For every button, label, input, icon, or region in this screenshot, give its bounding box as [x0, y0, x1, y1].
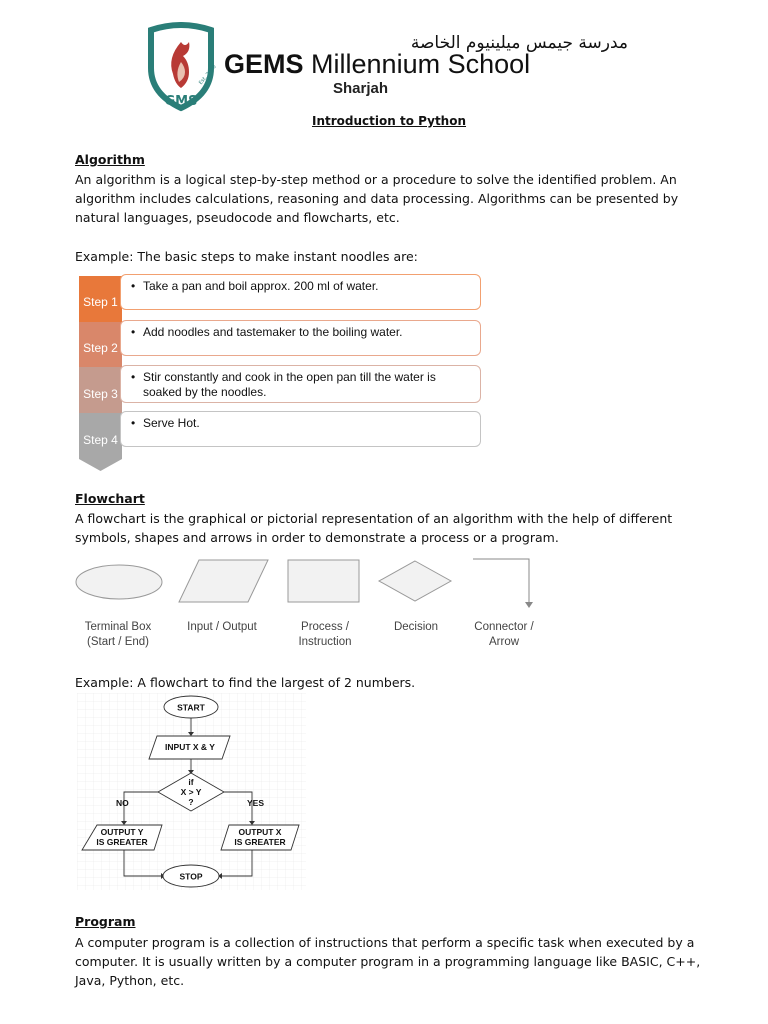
connector-arrow-symbol — [473, 559, 529, 604]
symbol-label-decision: Decision — [393, 621, 439, 633]
flowchart-line: A flowchart is the graphical or pictorial representation of an algorithm with the help of different — [75, 511, 673, 526]
school-city: Sharjah — [333, 80, 389, 97]
logo-established: Est. 2010 — [197, 64, 218, 86]
step-3-label: Step 3 — [83, 387, 118, 401]
largest-number-flowchart — [77, 693, 306, 890]
algorithm-line: An algorithm is a logical step-by-step method or a procedure to solve the identified problem. An — [75, 172, 677, 187]
algorithm-line: algorithm includes calculations, reasoning and data processing. Algorithms can be presented by — [75, 191, 679, 206]
step-2-box — [120, 320, 481, 356]
program-paragraph — [75, 933, 705, 990]
decision-label-condition: X > Y — [180, 787, 202, 797]
no-label: NO — [116, 798, 129, 808]
step-1-box — [120, 274, 481, 310]
program-line: computer. It is usually written by a computer program in a programming language like BASIC, C++, — [75, 954, 701, 969]
school-name-bold: GEMS — [224, 49, 304, 79]
yes-label: YES — [247, 798, 265, 808]
school-name-arabic: مدرسة جيمس ميلينيوم الخاصة — [410, 33, 628, 53]
output-y-label: OUTPUT Y — [100, 827, 144, 837]
terminal-box-symbol — [76, 565, 162, 599]
start-label: START — [177, 702, 205, 713]
step-2-text: • Add noodles and tastemaker to the boiling water. — [143, 325, 403, 339]
input-label: INPUT X & Y — [165, 742, 215, 752]
stop-label: STOP — [179, 871, 203, 882]
flowchart-heading: Flowchart — [75, 491, 145, 506]
decision-label-if: if — [188, 777, 194, 787]
program-line: A computer program is a collection of instructions that perform a specific task when executed by a — [75, 935, 695, 950]
algorithm-heading: Algorithm — [75, 152, 145, 167]
flowchart-paragraph — [75, 509, 705, 547]
step-4-box — [120, 411, 481, 447]
flowchart-line: symbols, shapes and arrows in order to demonstrate a process or a program. — [75, 530, 559, 545]
step-1-text: • Take a pan and boil approx. 200 ml of water. — [143, 279, 379, 293]
symbol-label-terminal: Terminal Box (Start / End) — [84, 621, 152, 648]
program-heading: Program — [75, 914, 136, 929]
symbol-label-io: Input / Output — [187, 621, 257, 633]
output-x-label: IS GREATER — [234, 837, 286, 847]
decision-symbol — [379, 561, 451, 601]
step-4-label: Step 4 — [83, 433, 118, 447]
process-symbol — [288, 560, 359, 602]
step-4-text: • Serve Hot. — [143, 416, 200, 430]
flowchart-example: Example: A flowchart to find the largest of 2 numbers. — [75, 675, 416, 690]
step-1-label: Step 1 — [83, 295, 118, 309]
program-line: Java, Python, etc. — [75, 973, 185, 988]
output-y-label: IS GREATER — [96, 837, 148, 847]
logo-abbreviation: GMS — [164, 94, 198, 109]
step-3-text: soaked by the noodles. — [143, 385, 267, 399]
document-title: Introduction to Python — [311, 114, 467, 128]
symbol-label-connector: Connector / Arrow — [474, 621, 534, 648]
school-name-rest: Millennium School — [311, 49, 531, 79]
symbol-label-process: Process / Instruction — [298, 621, 352, 648]
step-2-label: Step 2 — [83, 341, 118, 355]
algorithm-paragraph — [75, 170, 705, 227]
school-name — [224, 49, 530, 80]
step-3-text: • Stir constantly and cook in the open pan till the water is — [143, 370, 436, 384]
decision-label-question: ? — [188, 797, 194, 807]
input-output-symbol — [179, 560, 268, 602]
output-x-label: OUTPUT X — [238, 827, 282, 837]
step-3-box — [120, 365, 481, 403]
flowchart-symbols — [75, 556, 545, 608]
algorithm-example: Example: The basic steps to make instant noodles are: — [75, 249, 418, 264]
algorithm-line: natural languages, pseudocode and flowcharts, etc. — [75, 210, 400, 225]
